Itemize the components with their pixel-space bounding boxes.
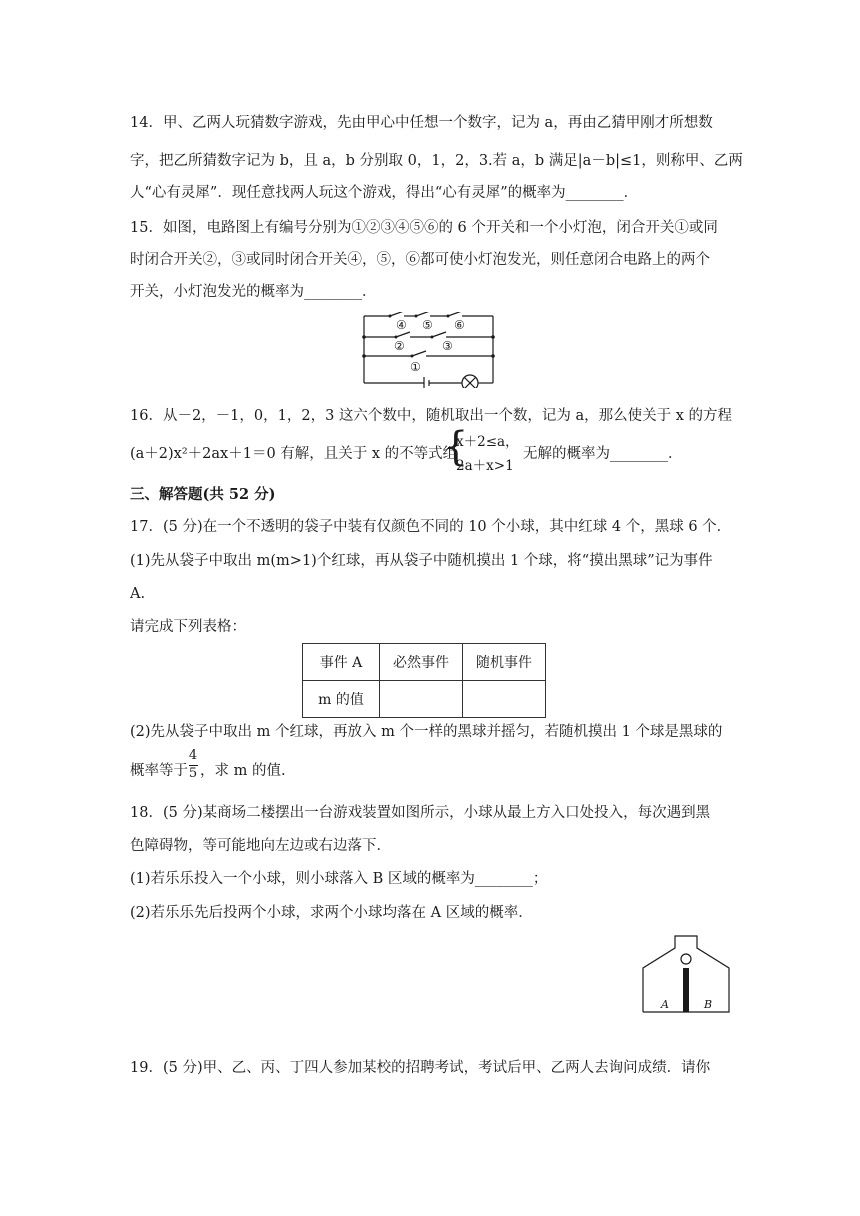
q17-line1: 17．(5 分)在一个不透明的袋子中装有仅颜色不同的 10 个小球，其中红球 4 个，黑球 6 个． [130,519,732,535]
region-b-label: B [704,998,713,1011]
q19-line1: 19．(5 分)甲、乙、丙、丁四人参加某校的招聘考试，考试后甲、乙两人去询问成绩．请你 [130,1060,711,1076]
q14-line3: 人“心有灵犀”．现任意找两人玩这个游戏，得出“心有灵犀”的概率为________． [130,185,639,201]
q17-line3: A. [130,586,146,602]
q17-line2: (1)先从袋子中取出 m(m>1)个红球，再从袋子中随机摸出 1 个球，将“摸出黑球”记为事件 [130,553,713,569]
fraction-denominator: 5 [188,766,198,781]
table-header-cell: 必然事件 [380,644,463,681]
q15-line2: 时闭合开关②，③或同时闭合开关④，⑤，⑥都可使小灯泡发光，则任意闭合电路上的两个 [130,252,710,268]
table-header-cell: 随机事件 [463,644,546,681]
switch-label-2: ② [394,339,405,353]
circuit-diagram [360,312,500,388]
table-cell-empty[interactable] [463,681,546,718]
q17-line5: (2)先从袋子中取出 m 个红球，再放入 m 个一样的黑球并摇匀，若随机摸出 1 个球是黑球的 [130,724,723,740]
fraction-numerator: 4 [188,748,198,763]
q18-line4: (2)若乐乐先后投两个小球，求两个小球均落在 A 区域的概率． [130,905,533,921]
q16-line2-pre: (a＋2)x²＋2ax＋1＝0 有解，且关于 x 的不等式组 [130,446,458,462]
q17-line6-pre: 概率等于 [130,763,188,779]
q18-line1: 18．(5 分)某商场二楼摆出一台游戏装置如图所示，小球从最上方入口处投入，每次遇到黑 [130,805,711,821]
q16-line1: 16．从－2，－1，0，1，2，3 这六个数中，随机取出一个数，记为 a，那么使关于 x 的方程 [130,408,733,424]
q15-line3: 开关，小灯泡发光的概率为________． [130,284,377,300]
table-row [303,644,546,681]
switch-label-5: ⑤ [422,318,433,332]
switch-label-3: ③ [442,339,453,353]
q16-ineq2: 2a＋x>1 [456,458,514,474]
switch-label-4: ④ [396,318,407,332]
brace-symbol: { [443,424,469,470]
q18-line3: (1)若乐乐投入一个小球，则小球落入 B 区域的概率为________； [130,871,548,887]
table-row-label: m 的值 [303,681,380,718]
q14-line2: 字，把乙所猜数字记为 b，且 a，b 分别取 0，1，2，3.若 a，b 满足|a－b|≤1，则称甲、乙两 [130,153,743,169]
switch-label-6: ⑥ [454,318,465,332]
table-header-cell: 事件 A [303,644,380,681]
q14-line1: 14．甲、乙两人玩猜数字游戏，先由甲心中任想一个数字，记为 a，再由乙猜甲刚才所想数 [130,115,713,131]
section-heading: 三、解答题(共 52 分) [130,486,276,503]
q17-line6-post: ，求 m 的值. [200,763,286,779]
q16-line2-post: 无解的概率为________． [523,446,683,462]
q17-line4: 请完成下列表格： [130,619,246,635]
game-device-figure [641,934,733,1014]
q15-line1: 15．如图，电路图上有编号分别为①②③④⑤⑥的 6 个开关和一个小灯泡，闭合开关①或同 [130,220,718,236]
table-cell-empty[interactable] [380,681,463,718]
switch-label-1: ① [410,360,421,374]
event-table [302,643,546,718]
table-row [303,681,546,718]
q16-ineq1: x＋2≤a， [456,434,519,450]
q18-line2: 色障碍物，等可能地向左边或右边落下． [130,838,391,854]
region-a-label: A [661,998,669,1011]
